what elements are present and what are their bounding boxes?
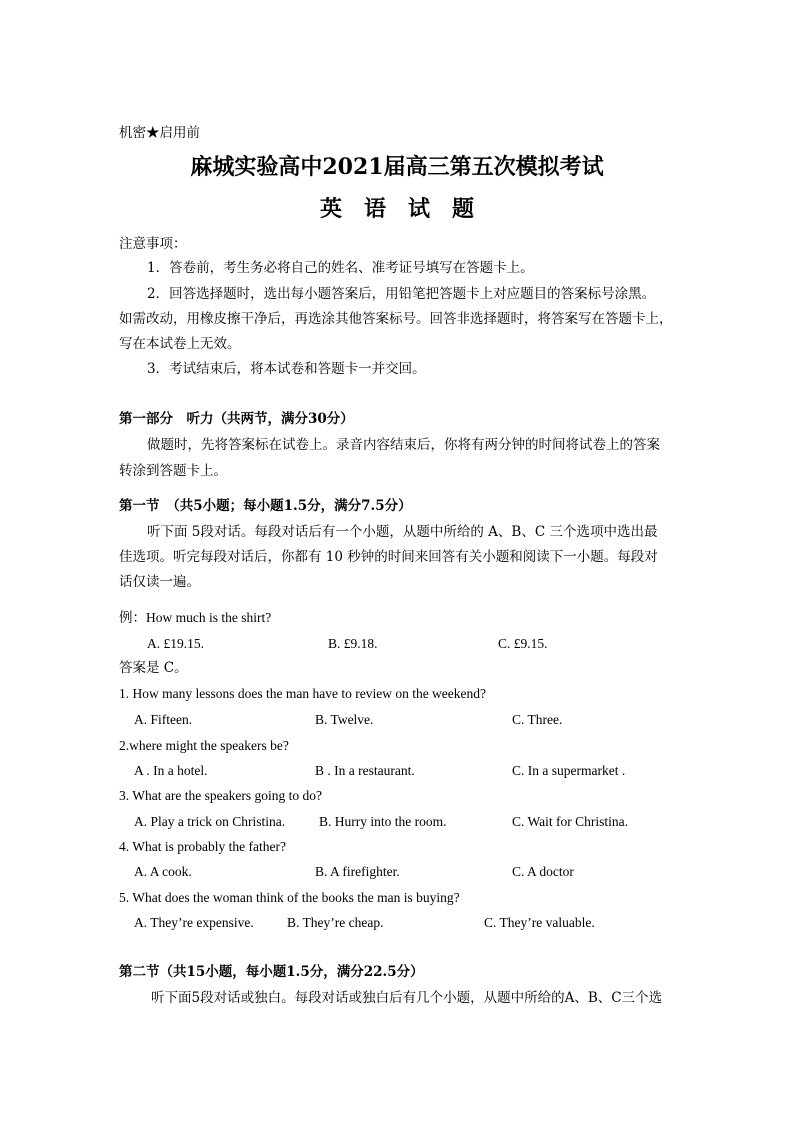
section2-heading: 第二节（共15小题，每小题1.5分，满分22.5分） xyxy=(119,964,424,980)
question-3-option-c: C. Wait for Christina. xyxy=(512,814,629,829)
example-option-b: B. £9.18. xyxy=(328,636,378,651)
question-4-option-b: B. A firefighter. xyxy=(315,864,400,879)
question-2-option-b: B . In a restaurant. xyxy=(315,763,415,778)
part1-intro-line-2: 转涂到答题卡上。 xyxy=(119,463,227,479)
example-option-a: A. £19.15. xyxy=(147,636,204,651)
confidential-label: 机密★启用前 xyxy=(119,125,200,141)
example-question: 例：How much is the shirt? xyxy=(119,610,272,625)
question-1-option-a: A. Fifteen. xyxy=(134,712,193,727)
question-4-option-c: C. A doctor xyxy=(512,864,574,879)
part1-intro-line-1: 做题时，先将答案标在试卷上。录音内容结束后，你将有两分钟的时间将试卷上的答案 xyxy=(147,437,660,453)
question-3-option-b: B. Hurry into the room. xyxy=(319,814,447,829)
section1-intro-line-1: 听下面 5段对话。每段对话后有一个小题，从题中所给的 A、B、C 三个选项中选出最 xyxy=(147,524,658,540)
section1-intro-line-3: 话仅读一遍。 xyxy=(119,574,200,590)
question-2: 2.where might the speakers be? xyxy=(119,738,289,753)
exam-title: 麻城实验高中2021届高三第五次模拟考试 xyxy=(190,154,604,180)
question-5-option-c: C. They’re valuable. xyxy=(484,915,595,930)
question-5-option-b: B. They’re cheap. xyxy=(287,915,384,930)
question-1-option-b: B. Twelve. xyxy=(315,712,374,727)
question-4: 4. What is probably the father? xyxy=(119,839,286,854)
section1-intro-line-2: 佳选项。听完每段对话后，你都有 10 秒钟的时间来回答有关小题和阅读下一小题。每段对 xyxy=(119,549,658,565)
example-answer: 答案是 C。 xyxy=(119,660,188,676)
question-5: 5. What does the woman think of the books the man is buying? xyxy=(119,890,460,905)
question-2-option-a: A . In a hotel. xyxy=(134,763,208,778)
question-1-option-c: C. Three. xyxy=(512,712,563,727)
example-option-c: C. £9.15. xyxy=(498,636,548,651)
question-4-option-a: A. A cook. xyxy=(134,864,192,879)
question-1: 1. How many lessons does the man have to review on the weekend? xyxy=(119,686,487,701)
section2-intro-line-1: 听下面5段对话或独白。每段对话或独白后有几个小题，从题中所给的A、B、C三个选 xyxy=(151,990,663,1006)
notice-item-1: 1．答卷前，考生务必将自己的姓名、准考证号填写在答题卡上。 xyxy=(147,260,534,276)
question-3: 3. What are the speakers going to do? xyxy=(119,788,322,803)
notice-item-2-line-1: 2．回答选择题时，选出每小题答案后，用铅笔把答题卡上对应题目的答案标号涂黑。 xyxy=(147,286,656,302)
section1-heading: 第一节 （共5小题；每小题1.5分，满分7.5分） xyxy=(119,498,412,514)
notice-item-2-line-2: 如需改动，用橡皮擦干净后，再选涂其他答案标号。回答非选择题时，将答案写在答题卡上， xyxy=(119,311,673,327)
question-5-option-a: A. They’re expensive. xyxy=(134,915,254,930)
notice-item-2-line-3: 写在本试卷上无效。 xyxy=(119,336,241,352)
notice-heading: 注意事项： xyxy=(119,236,187,252)
notice-item-3: 3．考试结束后，将本试卷和答题卡一并交回。 xyxy=(147,361,426,377)
subject-title: 英 语 试 题 xyxy=(319,196,474,222)
part1-heading: 第一部分 听力（共两节，满分30分） xyxy=(119,411,354,427)
question-2-option-c: C. In a supermarket . xyxy=(512,763,626,778)
question-3-option-a: A. Play a trick on Christina. xyxy=(134,814,286,829)
